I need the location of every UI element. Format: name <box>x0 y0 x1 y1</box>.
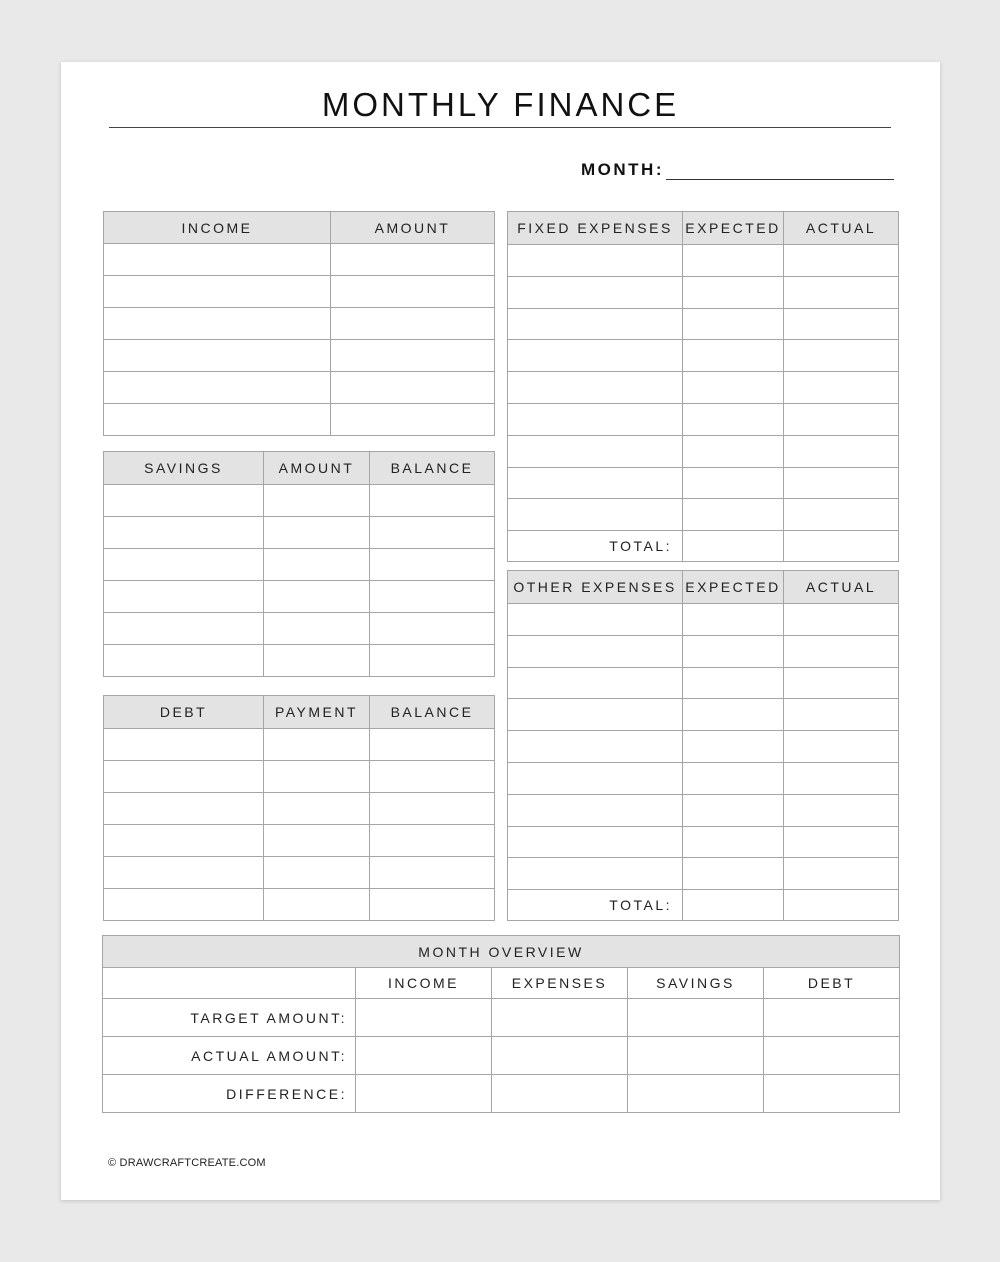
table-cell[interactable] <box>370 645 495 677</box>
table-cell[interactable] <box>104 613 264 645</box>
table-cell[interactable] <box>784 308 899 340</box>
table-cell[interactable] <box>508 667 683 699</box>
month-overview-title: MONTH OVERVIEW <box>103 936 900 968</box>
overview-col-debt: DEBT <box>764 968 900 999</box>
table-cell[interactable] <box>683 467 784 499</box>
table-cell[interactable] <box>264 793 370 825</box>
debt-row <box>104 793 495 825</box>
table-cell[interactable] <box>683 276 784 308</box>
actual-income-cell[interactable] <box>356 1037 492 1075</box>
fixed-expense-row <box>508 245 899 277</box>
fixed-expense-row <box>508 276 899 308</box>
fixed-expenses-header: FIXED EXPENSES <box>508 212 683 245</box>
actual-amount-label: ACTUAL AMOUNT: <box>103 1037 356 1075</box>
table-cell[interactable] <box>104 485 264 517</box>
other-expense-row <box>508 762 899 794</box>
table-cell[interactable] <box>683 372 784 404</box>
fixed-expense-row <box>508 499 899 531</box>
debt-header: DEBT <box>104 696 264 729</box>
table-cell[interactable] <box>331 340 495 372</box>
savings-row <box>104 485 495 517</box>
table-cell[interactable] <box>264 613 370 645</box>
table-cell[interactable] <box>683 340 784 372</box>
overview-corner-cell <box>103 968 356 999</box>
other-total-expected-cell[interactable] <box>683 890 784 921</box>
table-cell[interactable] <box>784 435 899 467</box>
month-overview-table <box>102 935 900 1113</box>
table-cell[interactable] <box>784 467 899 499</box>
table-cell[interactable] <box>370 613 495 645</box>
income-row <box>104 308 495 340</box>
table-cell[interactable] <box>264 549 370 581</box>
other-expenses-table <box>507 570 899 921</box>
income-row <box>104 404 495 436</box>
table-cell[interactable] <box>784 699 899 731</box>
table-cell[interactable] <box>683 403 784 435</box>
payment-header: PAYMENT <box>264 696 370 729</box>
expected-header: EXPECTED <box>683 212 784 245</box>
month-label: MONTH: <box>581 160 664 179</box>
fixed-total-label: TOTAL: <box>508 531 683 562</box>
expected-header: EXPECTED <box>683 571 784 604</box>
table-cell[interactable] <box>104 761 264 793</box>
savings-row <box>104 581 495 613</box>
table-cell[interactable] <box>370 517 495 549</box>
balance-header: BALANCE <box>370 696 495 729</box>
table-cell[interactable] <box>508 635 683 667</box>
table-cell[interactable] <box>104 581 264 613</box>
table-cell[interactable] <box>104 340 331 372</box>
table-cell[interactable] <box>784 731 899 763</box>
fixed-expense-row <box>508 403 899 435</box>
debt-row <box>104 857 495 889</box>
overview-col-income: INCOME <box>356 968 492 999</box>
income-table <box>103 211 495 436</box>
planner-sheet <box>61 62 940 1200</box>
other-expense-row <box>508 604 899 636</box>
target-amount-label: TARGET AMOUNT: <box>103 999 356 1037</box>
table-cell[interactable] <box>508 340 683 372</box>
table-cell[interactable] <box>370 549 495 581</box>
table-cell[interactable] <box>331 276 495 308</box>
table-cell[interactable] <box>508 467 683 499</box>
difference-expenses-cell[interactable] <box>492 1075 628 1113</box>
table-cell[interactable] <box>683 826 784 858</box>
savings-row <box>104 613 495 645</box>
actual-header: ACTUAL <box>784 212 899 245</box>
table-cell[interactable] <box>104 857 264 889</box>
table-cell[interactable] <box>508 308 683 340</box>
table-cell[interactable] <box>370 485 495 517</box>
difference-debt-cell[interactable] <box>764 1075 900 1113</box>
table-cell[interactable] <box>370 729 495 761</box>
table-cell[interactable] <box>508 731 683 763</box>
difference-savings-cell[interactable] <box>628 1075 764 1113</box>
table-cell[interactable] <box>104 729 264 761</box>
table-cell[interactable] <box>784 762 899 794</box>
table-cell[interactable] <box>508 372 683 404</box>
table-cell[interactable] <box>104 549 264 581</box>
table-cell[interactable] <box>683 858 784 890</box>
other-expense-row <box>508 699 899 731</box>
target-expenses-cell[interactable] <box>492 999 628 1037</box>
actual-debt-cell[interactable] <box>764 1037 900 1075</box>
table-cell[interactable] <box>331 372 495 404</box>
table-cell[interactable] <box>264 857 370 889</box>
table-cell[interactable] <box>370 889 495 921</box>
fixed-expense-row <box>508 308 899 340</box>
table-cell[interactable] <box>104 645 264 677</box>
table-cell[interactable] <box>508 794 683 826</box>
table-cell[interactable] <box>683 667 784 699</box>
table-cell[interactable] <box>104 308 331 340</box>
amount-header: AMOUNT <box>264 452 370 485</box>
other-expense-row <box>508 794 899 826</box>
table-cell[interactable] <box>683 499 784 531</box>
table-cell[interactable] <box>508 826 683 858</box>
other-expense-row <box>508 667 899 699</box>
overview-col-savings: SAVINGS <box>628 968 764 999</box>
other-total-label: TOTAL: <box>508 890 683 921</box>
debt-table <box>103 695 495 921</box>
debt-row <box>104 761 495 793</box>
table-cell[interactable] <box>370 825 495 857</box>
table-cell[interactable] <box>683 794 784 826</box>
table-cell[interactable] <box>104 372 331 404</box>
table-cell[interactable] <box>784 667 899 699</box>
copyright-footer: © DRAWCRAFTCREATE.COM <box>108 1157 266 1169</box>
table-cell[interactable] <box>104 889 264 921</box>
table-cell[interactable] <box>331 308 495 340</box>
table-cell[interactable] <box>264 825 370 857</box>
table-cell[interactable] <box>683 245 784 277</box>
actual-savings-cell[interactable] <box>628 1037 764 1075</box>
other-total-actual-cell[interactable] <box>784 890 899 921</box>
difference-income-cell[interactable] <box>356 1075 492 1113</box>
difference-label: DIFFERENCE: <box>103 1075 356 1113</box>
fixed-expense-row <box>508 435 899 467</box>
table-cell[interactable] <box>264 729 370 761</box>
overview-col-expenses: EXPENSES <box>492 968 628 999</box>
income-row <box>104 340 495 372</box>
table-cell[interactable] <box>683 762 784 794</box>
table-cell[interactable] <box>784 276 899 308</box>
income-row <box>104 244 495 276</box>
table-cell[interactable] <box>683 635 784 667</box>
table-cell[interactable] <box>683 699 784 731</box>
table-cell[interactable] <box>784 604 899 636</box>
table-cell[interactable] <box>784 826 899 858</box>
table-cell[interactable] <box>370 761 495 793</box>
table-cell[interactable] <box>508 699 683 731</box>
table-cell[interactable] <box>264 761 370 793</box>
other-expense-row <box>508 858 899 890</box>
table-cell[interactable] <box>370 581 495 613</box>
table-cell[interactable] <box>683 604 784 636</box>
page-title: MONTHLY FINANCE <box>321 86 680 123</box>
target-debt-cell[interactable] <box>764 999 900 1037</box>
other-expense-row <box>508 635 899 667</box>
table-cell[interactable] <box>264 645 370 677</box>
table-cell[interactable] <box>104 244 331 276</box>
savings-row <box>104 517 495 549</box>
table-cell[interactable] <box>370 857 495 889</box>
savings-row <box>104 549 495 581</box>
savings-table <box>103 451 495 677</box>
table-cell[interactable] <box>370 793 495 825</box>
table-cell[interactable] <box>784 794 899 826</box>
table-cell[interactable] <box>508 762 683 794</box>
fixed-expense-row <box>508 372 899 404</box>
table-cell[interactable] <box>264 889 370 921</box>
table-cell[interactable] <box>683 435 784 467</box>
month-field <box>581 158 894 180</box>
table-cell[interactable] <box>784 340 899 372</box>
other-expense-row <box>508 731 899 763</box>
table-cell[interactable] <box>508 499 683 531</box>
table-cell[interactable] <box>508 435 683 467</box>
income-row <box>104 372 495 404</box>
table-cell[interactable] <box>331 404 495 436</box>
other-expenses-header: OTHER EXPENSES <box>508 571 683 604</box>
debt-row <box>104 889 495 921</box>
fixed-expenses-table <box>507 211 899 562</box>
fixed-total-actual-cell[interactable] <box>784 531 899 562</box>
table-cell[interactable] <box>104 404 331 436</box>
table-cell[interactable] <box>104 825 264 857</box>
table-cell[interactable] <box>683 308 784 340</box>
actual-header: ACTUAL <box>784 571 899 604</box>
table-cell[interactable] <box>104 276 331 308</box>
table-cell[interactable] <box>104 517 264 549</box>
table-cell[interactable] <box>104 793 264 825</box>
savings-header: SAVINGS <box>104 452 264 485</box>
table-cell[interactable] <box>264 581 370 613</box>
table-cell[interactable] <box>784 499 899 531</box>
fixed-expense-row <box>508 340 899 372</box>
table-cell[interactable] <box>784 372 899 404</box>
actual-expenses-cell[interactable] <box>492 1037 628 1075</box>
fixed-total-expected-cell[interactable] <box>683 531 784 562</box>
target-savings-cell[interactable] <box>628 999 764 1037</box>
balance-header: BALANCE <box>370 452 495 485</box>
other-expense-row <box>508 826 899 858</box>
table-cell[interactable] <box>683 731 784 763</box>
table-cell[interactable] <box>508 245 683 277</box>
month-input-line[interactable] <box>666 165 894 180</box>
amount-header: AMOUNT <box>331 212 495 244</box>
table-cell[interactable] <box>784 858 899 890</box>
table-cell[interactable] <box>508 858 683 890</box>
fixed-expense-row <box>508 467 899 499</box>
table-cell[interactable] <box>784 403 899 435</box>
table-cell[interactable] <box>784 635 899 667</box>
table-cell[interactable] <box>508 403 683 435</box>
table-cell[interactable] <box>264 517 370 549</box>
income-row <box>104 276 495 308</box>
debt-row <box>104 729 495 761</box>
table-cell[interactable] <box>784 245 899 277</box>
table-cell[interactable] <box>508 276 683 308</box>
table-cell[interactable] <box>331 244 495 276</box>
table-cell[interactable] <box>508 604 683 636</box>
target-income-cell[interactable] <box>356 999 492 1037</box>
table-cell[interactable] <box>264 485 370 517</box>
debt-row <box>104 825 495 857</box>
savings-row <box>104 645 495 677</box>
income-header: INCOME <box>104 212 331 244</box>
title-divider <box>109 127 891 128</box>
